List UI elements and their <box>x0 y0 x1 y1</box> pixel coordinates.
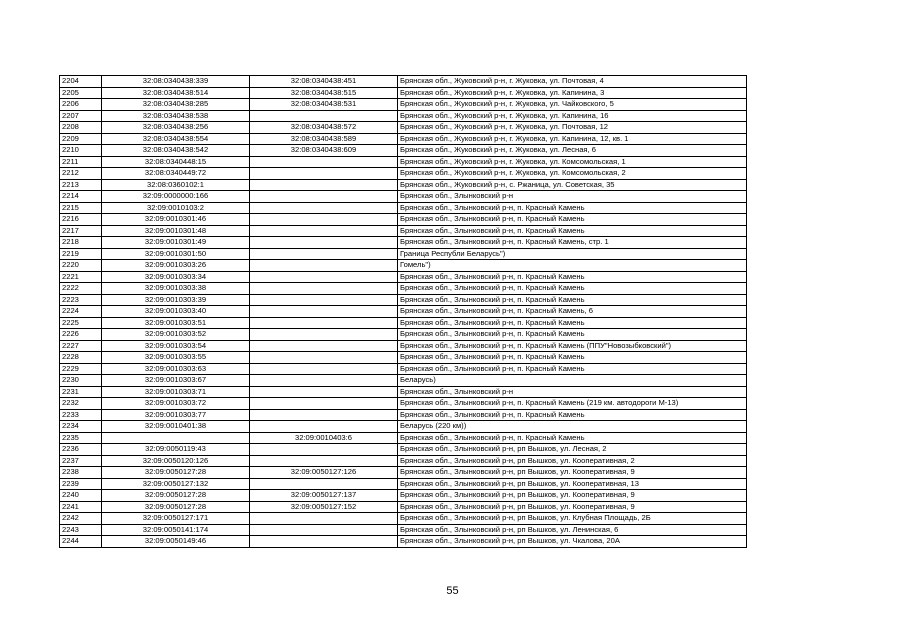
related-cadastral-number-cell <box>250 283 398 295</box>
address-cell: Брянская обл., Злынковский р-н, п. Красный Камень <box>398 432 747 444</box>
address-cell: Брянская обл., Жуковский р-н, г. Жуковка, ул. Капинина, 16 <box>398 110 747 122</box>
related-cadastral-number-cell <box>250 513 398 525</box>
row-number-cell: 2244 <box>60 536 102 548</box>
row-number-cell: 2218 <box>60 237 102 249</box>
related-cadastral-number-cell <box>250 191 398 203</box>
related-cadastral-number-cell <box>250 306 398 318</box>
address-cell: Брянская обл., Жуковский р-н, г. Жуковка, ул. Почтовая, 12 <box>398 122 747 134</box>
cadastral-number-cell: 32:09:0050141:174 <box>102 524 250 536</box>
property-table-body <box>60 76 747 548</box>
table-row <box>60 214 747 226</box>
related-cadastral-number-cell <box>250 110 398 122</box>
address-cell: Брянская обл., Жуковский р-н, г. Жуковка, ул. Лесная, 6 <box>398 145 747 157</box>
row-number-cell: 2210 <box>60 145 102 157</box>
row-number-cell: 2223 <box>60 294 102 306</box>
row-number-cell: 2229 <box>60 363 102 375</box>
table-row <box>60 455 747 467</box>
related-cadastral-number-cell: 32:09:0010403:6 <box>250 432 398 444</box>
related-cadastral-number-cell <box>250 536 398 548</box>
table-row <box>60 421 747 433</box>
table-row <box>60 225 747 237</box>
cadastral-number-cell: 32:09:0010303:38 <box>102 283 250 295</box>
row-number-cell: 2209 <box>60 133 102 145</box>
related-cadastral-number-cell <box>250 340 398 352</box>
related-cadastral-number-cell: 32:09:0050127:137 <box>250 490 398 502</box>
row-number-cell: 2208 <box>60 122 102 134</box>
row-number-cell: 2222 <box>60 283 102 295</box>
related-cadastral-number-cell: 32:08:0340438:609 <box>250 145 398 157</box>
related-cadastral-number-cell <box>250 179 398 191</box>
related-cadastral-number-cell <box>250 156 398 168</box>
related-cadastral-number-cell: 32:08:0340438:451 <box>250 76 398 88</box>
related-cadastral-number-cell <box>250 363 398 375</box>
table-row <box>60 363 747 375</box>
cadastral-number-cell: 32:09:0050127:28 <box>102 467 250 479</box>
table-row <box>60 237 747 249</box>
page-number: 55 <box>446 585 459 597</box>
cadastral-number-cell: 32:09:0050149:46 <box>102 536 250 548</box>
table-row <box>60 179 747 191</box>
cadastral-number-cell: 32:09:0050127:28 <box>102 501 250 513</box>
cadastral-number-cell: 32:09:0010303:71 <box>102 386 250 398</box>
address-cell: Брянская обл., Злынковский р-н, п. Красный Камень <box>398 214 747 226</box>
table-row <box>60 375 747 387</box>
table-row <box>60 536 747 548</box>
address-cell: Брянская обл., Жуковский р-н, г. Жуковка, ул. Капинина, 12, кв. 1 <box>398 133 747 145</box>
row-number-cell: 2207 <box>60 110 102 122</box>
address-cell: Брянская обл., Злынковский р-н, п. Красный Камень <box>398 225 747 237</box>
table-row <box>60 513 747 525</box>
address-cell: Брянская обл., Злынковский р-н, рп Вышков, ул. Лесная, 2 <box>398 444 747 456</box>
cadastral-number-cell: 32:08:0360102:1 <box>102 179 250 191</box>
cadastral-number-cell: 32:09:0010303:26 <box>102 260 250 272</box>
related-cadastral-number-cell <box>250 248 398 260</box>
address-cell: Брянская обл., Злынковский р-н, рп Вышков, ул. Кооперативная, 9 <box>398 501 747 513</box>
related-cadastral-number-cell: 32:09:0050127:126 <box>250 467 398 479</box>
table-row <box>60 260 747 272</box>
related-cadastral-number-cell <box>250 202 398 214</box>
row-number-cell: 2224 <box>60 306 102 318</box>
table-row <box>60 467 747 479</box>
row-number-cell: 2221 <box>60 271 102 283</box>
related-cadastral-number-cell <box>250 478 398 490</box>
row-number-cell: 2235 <box>60 432 102 444</box>
cadastral-number-cell: 32:09:0010303:52 <box>102 329 250 341</box>
cadastral-number-cell: 32:09:0010301:50 <box>102 248 250 260</box>
address-cell: Брянская обл., Злынковский р-н, п. Красный Камень <box>398 271 747 283</box>
cadastral-number-cell: 32:09:0010303:55 <box>102 352 250 364</box>
table-row <box>60 409 747 421</box>
cadastral-number-cell: 32:09:0010303:39 <box>102 294 250 306</box>
row-number-cell: 2225 <box>60 317 102 329</box>
related-cadastral-number-cell <box>250 444 398 456</box>
cadastral-number-cell: 32:08:0340438:514 <box>102 87 250 99</box>
table-row <box>60 76 747 88</box>
row-number-cell: 2226 <box>60 329 102 341</box>
related-cadastral-number-cell <box>250 294 398 306</box>
cadastral-number-cell: 32:09:0010401:38 <box>102 421 250 433</box>
address-cell: Брянская обл., Жуковский р-н, г. Жуковка, ул. Чайковского, 5 <box>398 99 747 111</box>
table-row <box>60 432 747 444</box>
cadastral-number-cell: 32:09:0010303:34 <box>102 271 250 283</box>
table-row <box>60 248 747 260</box>
cadastral-number-cell: 32:09:0050119:43 <box>102 444 250 456</box>
table-row <box>60 156 747 168</box>
cadastral-number-cell: 32:09:0010301:49 <box>102 237 250 249</box>
address-cell: Граница Республи Беларусь") <box>398 248 747 260</box>
cadastral-number-cell: 32:09:0010103:2 <box>102 202 250 214</box>
table-row <box>60 386 747 398</box>
cadastral-number-cell <box>102 432 250 444</box>
table-row <box>60 87 747 99</box>
address-cell: Брянская обл., Злынковский р-н, рп Вышков, ул. Клубная Площадь, 2Б <box>398 513 747 525</box>
address-cell: Брянская обл., Жуковский р-н, г. Жуковка, ул. Комсомольская, 1 <box>398 156 747 168</box>
address-cell: Брянская обл., Злынковский р-н, рп Вышков, ул. Чкалова, 20А <box>398 536 747 548</box>
related-cadastral-number-cell: 32:08:0340438:531 <box>250 99 398 111</box>
cadastral-number-cell: 32:09:0010303:40 <box>102 306 250 318</box>
cadastral-number-cell: 32:08:0340438:538 <box>102 110 250 122</box>
related-cadastral-number-cell <box>250 260 398 272</box>
row-number-cell: 2232 <box>60 398 102 410</box>
property-table <box>59 75 747 548</box>
address-cell: Брянская обл., Злынковский р-н, п. Красный Камень <box>398 202 747 214</box>
address-cell: Брянская обл., Злынковский р-н, п. Красный Камень <box>398 283 747 295</box>
row-number-cell: 2205 <box>60 87 102 99</box>
row-number-cell: 2204 <box>60 76 102 88</box>
related-cadastral-number-cell <box>250 455 398 467</box>
table-row <box>60 168 747 180</box>
related-cadastral-number-cell <box>250 386 398 398</box>
address-cell: Брянская обл., Злынковский р-н, п. Красный Камень <box>398 294 747 306</box>
row-number-cell: 2211 <box>60 156 102 168</box>
address-cell: Брянская обл., Злынковский р-н, п. Красный Камень, 6 <box>398 306 747 318</box>
cadastral-number-cell: 32:09:0010303:51 <box>102 317 250 329</box>
related-cadastral-number-cell <box>250 409 398 421</box>
address-cell: Брянская обл., Злынковский р-н, п. Красный Камень <box>398 363 747 375</box>
row-number-cell: 2217 <box>60 225 102 237</box>
row-number-cell: 2230 <box>60 375 102 387</box>
table-row <box>60 191 747 203</box>
address-cell: Брянская обл., Злынковский р-н, п. Красный Камень, стр. 1 <box>398 237 747 249</box>
related-cadastral-number-cell: 32:09:0050127:152 <box>250 501 398 513</box>
cadastral-number-cell: 32:08:0340448:15 <box>102 156 250 168</box>
related-cadastral-number-cell <box>250 168 398 180</box>
row-number-cell: 2220 <box>60 260 102 272</box>
address-cell: Брянская обл., Злынковский р-н, п. Красный Камень <box>398 329 747 341</box>
address-cell: Брянская обл., Злынковский р-н, п. Красный Камень <box>398 409 747 421</box>
related-cadastral-number-cell <box>250 225 398 237</box>
row-number-cell: 2241 <box>60 501 102 513</box>
cadastral-number-cell: 32:09:0050127:171 <box>102 513 250 525</box>
related-cadastral-number-cell <box>250 375 398 387</box>
address-cell: Брянская обл., Злынковский р-н, рп Вышков, ул. Кооперативная, 13 <box>398 478 747 490</box>
related-cadastral-number-cell <box>250 237 398 249</box>
table-row <box>60 133 747 145</box>
address-cell: Брянская обл., Жуковский р-н, г. Жуковка, ул. Капинина, 3 <box>398 87 747 99</box>
related-cadastral-number-cell <box>250 214 398 226</box>
cadastral-number-cell: 32:09:0000000:166 <box>102 191 250 203</box>
address-cell: Брянская обл., Злынковский р-н <box>398 386 747 398</box>
row-number-cell: 2213 <box>60 179 102 191</box>
address-cell: Брянская обл., Злынковский р-н <box>398 191 747 203</box>
row-number-cell: 2234 <box>60 421 102 433</box>
row-number-cell: 2216 <box>60 214 102 226</box>
cadastral-number-cell: 32:09:0010303:72 <box>102 398 250 410</box>
cadastral-number-cell: 32:09:0010303:63 <box>102 363 250 375</box>
row-number-cell: 2215 <box>60 202 102 214</box>
row-number-cell: 2212 <box>60 168 102 180</box>
table-row <box>60 340 747 352</box>
table-row <box>60 202 747 214</box>
cadastral-number-cell: 32:08:0340438:554 <box>102 133 250 145</box>
row-number-cell: 2240 <box>60 490 102 502</box>
table-row <box>60 478 747 490</box>
related-cadastral-number-cell: 32:08:0340438:515 <box>250 87 398 99</box>
related-cadastral-number-cell <box>250 271 398 283</box>
cadastral-number-cell: 32:09:0010301:46 <box>102 214 250 226</box>
row-number-cell: 2243 <box>60 524 102 536</box>
address-cell: Брянская обл., Злынковский р-н, п. Красный Камень <box>398 317 747 329</box>
row-number-cell: 2239 <box>60 478 102 490</box>
related-cadastral-number-cell <box>250 352 398 364</box>
address-cell: Брянская обл., Злынковский р-н, рп Вышков, ул. Ленинская, 6 <box>398 524 747 536</box>
address-cell: Гомель") <box>398 260 747 272</box>
table-row <box>60 490 747 502</box>
related-cadastral-number-cell: 32:08:0340438:589 <box>250 133 398 145</box>
table-row <box>60 329 747 341</box>
address-cell: Брянская обл., Жуковский р-н, г. Жуковка, ул. Комсомольская, 2 <box>398 168 747 180</box>
address-cell: Брянская обл., Злынковский р-н, рп Вышков, ул. Кооперативная, 9 <box>398 490 747 502</box>
address-cell: Брянская обл., Злынковский р-н, рп Вышков, ул. Кооперативная, 9 <box>398 467 747 479</box>
cadastral-number-cell: 32:08:0340438:285 <box>102 99 250 111</box>
related-cadastral-number-cell: 32:08:0340438:572 <box>250 122 398 134</box>
cadastral-number-cell: 32:09:0050127:132 <box>102 478 250 490</box>
cadastral-number-cell: 32:08:0340438:339 <box>102 76 250 88</box>
row-number-cell: 2233 <box>60 409 102 421</box>
cadastral-number-cell: 32:09:0010301:48 <box>102 225 250 237</box>
row-number-cell: 2219 <box>60 248 102 260</box>
table-row <box>60 398 747 410</box>
table-row <box>60 110 747 122</box>
table-row <box>60 524 747 536</box>
row-number-cell: 2236 <box>60 444 102 456</box>
cadastral-number-cell: 32:08:0340438:256 <box>102 122 250 134</box>
cadastral-number-cell: 32:09:0050120:126 <box>102 455 250 467</box>
table-row <box>60 352 747 364</box>
related-cadastral-number-cell <box>250 524 398 536</box>
related-cadastral-number-cell <box>250 329 398 341</box>
address-cell: Беларусь) <box>398 375 747 387</box>
table-row <box>60 283 747 295</box>
row-number-cell: 2238 <box>60 467 102 479</box>
table-row <box>60 501 747 513</box>
table-row <box>60 271 747 283</box>
row-number-cell: 2231 <box>60 386 102 398</box>
address-cell: Брянская обл., Жуковский р-н, г. Жуковка, ул. Почтовая, 4 <box>398 76 747 88</box>
cadastral-number-cell: 32:09:0010303:77 <box>102 409 250 421</box>
cadastral-number-cell: 32:08:0340438:542 <box>102 145 250 157</box>
row-number-cell: 2237 <box>60 455 102 467</box>
related-cadastral-number-cell <box>250 398 398 410</box>
related-cadastral-number-cell <box>250 317 398 329</box>
cadastral-number-cell: 32:08:0340449:72 <box>102 168 250 180</box>
table-row <box>60 444 747 456</box>
address-cell: Брянская обл., Жуковский р-н, с. Ржаница, ул. Советская, 35 <box>398 179 747 191</box>
related-cadastral-number-cell <box>250 421 398 433</box>
table-row <box>60 294 747 306</box>
table-row <box>60 122 747 134</box>
cadastral-number-cell: 32:09:0010303:54 <box>102 340 250 352</box>
table-row <box>60 99 747 111</box>
table-row <box>60 306 747 318</box>
address-cell: Брянская обл., Злынковский р-н, п. Красный Камень (ППУ"Новозыбковский") <box>398 340 747 352</box>
row-number-cell: 2214 <box>60 191 102 203</box>
table-row <box>60 145 747 157</box>
cadastral-number-cell: 32:09:0050127:28 <box>102 490 250 502</box>
address-cell: Беларусь (220 км)) <box>398 421 747 433</box>
cadastral-number-cell: 32:09:0010303:67 <box>102 375 250 387</box>
row-number-cell: 2206 <box>60 99 102 111</box>
row-number-cell: 2228 <box>60 352 102 364</box>
address-cell: Брянская обл., Злынковский р-н, п. Красный Камень (219 км. автодороги М-13) <box>398 398 747 410</box>
table-row <box>60 317 747 329</box>
row-number-cell: 2242 <box>60 513 102 525</box>
address-cell: Брянская обл., Злынковский р-н, п. Красный Камень <box>398 352 747 364</box>
address-cell: Брянская обл., Злынковский р-н, рп Вышков, ул. Кооперативная, 2 <box>398 455 747 467</box>
row-number-cell: 2227 <box>60 340 102 352</box>
